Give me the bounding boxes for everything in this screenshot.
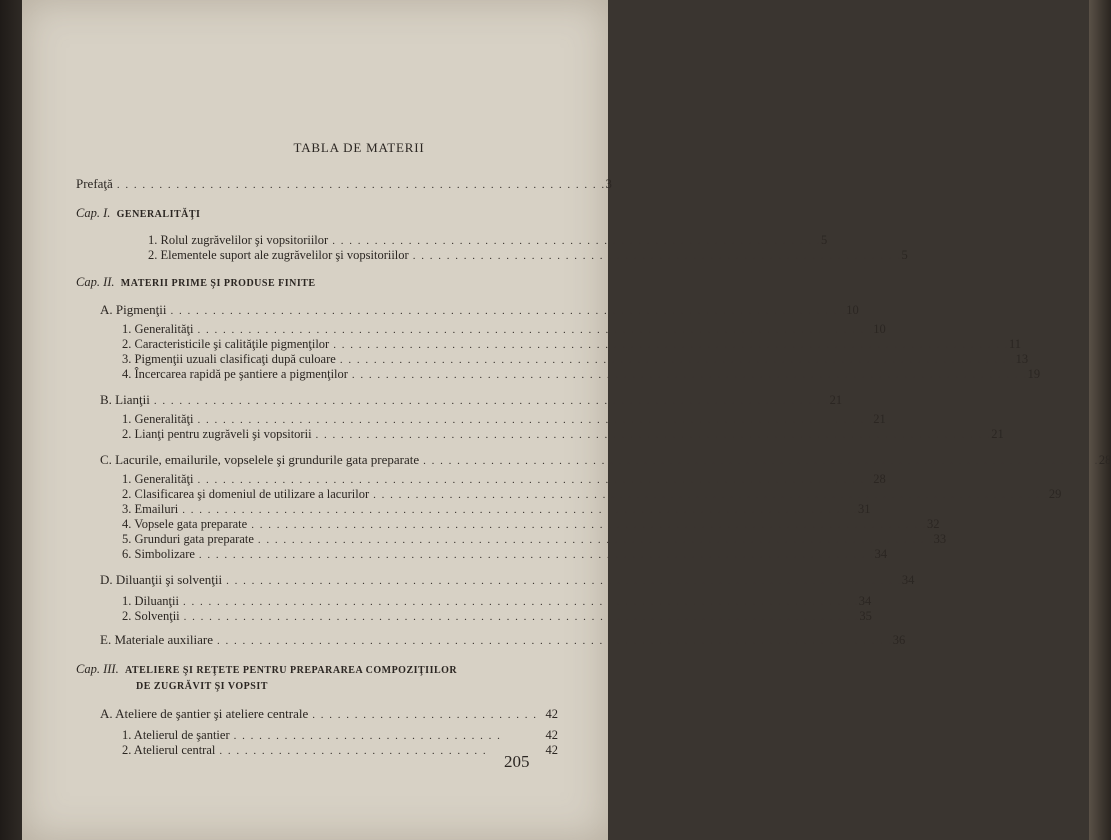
- chapter-number: Cap. III.: [76, 662, 119, 676]
- toc-entry: 2. Clasificarea şi domeniul de utilizare a lacurilor . . . . . . . . . . . . . . . . . . . . . . . . . . . . . . . . . . . . . . . . . . . . . . . . . . . . . . . . . . . . . . . . . . . . . . . . . . . . . . . . 29: [122, 487, 1062, 501]
- dot-leader: . . . . . . . . . . . . . . . . . . . . . . . . . . . . . . . . . . . . . . . . . . . . . . . . . . . . . . . . . . . . . . . . . . . . . . . . . . . . . . . .: [373, 489, 1049, 501]
- toc-entry: 1. Diluanţii . . . . . . . . . . . . . . . . . . . . . . . . . . . . . . . . . . . . . . . . . . . . . . . . . . . . . . . . . . . . . . . . . . . . . . . . . . . . . . . . 34: [122, 594, 872, 608]
- dot-leader: . . . . . . . . . . . . . . . . . . . . . . . . . . . . . . . . . . . . . . . . . . . . . . . . . . . . . . . . . .: [116, 179, 606, 191]
- toc-entry: 1. Atelierul de şantier . . . . . . . . . . . . . . . . . . . . . . . . . . . . . . . . 42: [122, 728, 558, 742]
- dot-leader: . . . . . . . . . . . . . . . . . . . . . . . . . . . . . . . . . . . . . . . . . . . . . . . . . . . . . . . . . . . . . . . . . . . . . . . . . . . . . . . .: [198, 549, 875, 561]
- chapter-number: Cap. II.: [76, 275, 115, 289]
- page-number: 205: [504, 752, 530, 771]
- dot-leader: . . . . . . . . . . . . . . . . . . . . . . . . . . . . . . . . . . . . . . . . . . . . . . . . . . . . . . . . . . . . . . . . . . . . . . . . . . . . . . . .: [182, 504, 858, 516]
- dot-leader: . . . . . . . . . . . . . . . . . . . . . . . . . . . . . . . . . . . . . . . . . . . . . . . . . . . . . . . . . . . . . . . . . . . . . . . . . . . . . . . .: [226, 575, 902, 587]
- book-page: [22, 0, 1111, 840]
- chapter-title: ATELIERE ŞI REŢETE PENTRU PREPARAREA COMPOZIŢIILOR: [124, 665, 458, 676]
- book-spine-shadow: [0, 0, 22, 840]
- section-heading-a: A. Pigmenţii . . . . . . . . . . . . . . . . . . . . . . . . . . . . . . . . . . . . . . . . . . . . . . . . . . . . . . . . . . . . . . . . . . . . . . . . . . . . . . . . 10: [100, 302, 859, 317]
- toc-entry: 1. Generalităţi . . . . . . . . . . . . . . . . . . . . . . . . . . . . . . . . . . . . . . . . . . . . . . . . . . . . . . . . . . . . . . . . . . . . . . . . . . . . . . . . 21: [122, 412, 886, 426]
- section-heading-c: C. Lacurile, emailurile, vopselele şi grundurile gata preparate . . . . . . . . . . . . . . . . . . . . . . . . . . . . . . . . . . . . . . . . . . . . . . . . . . . . . . . . . . . . . . . . . . . . . . . . . . . . . . . . 28: [100, 452, 1111, 467]
- dot-leader: . . . . . . . . . . . . . . . . . . . . . . . . . . . . . . . . . . . . . . . . . . . . . . . . . . . . . . . . . . . . . . . . . . . . . . . . . . . . . . . .: [251, 519, 927, 531]
- dot-leader: . . . . . . . . . . . . . . . . . . . . . . . . . . . . . . . . . . . . . . . . . . . . . . . . . . . . . . . . . . . . . . . . . . . . . . . . . . . . . . . .: [183, 611, 860, 623]
- chapter-number: Cap. I.: [76, 206, 111, 220]
- toc-entry: 3. Emailuri . . . . . . . . . . . . . . . . . . . . . . . . . . . . . . . . . . . . . . . . . . . . . . . . . . . . . . . . . . . . . . . . . . . . . . . . . . . . . . . . 31: [122, 502, 871, 516]
- dot-leader: . . . . . . . . . . . . . . . . . . . . . . . . . . . . . . . . . . . . . . . . . . . . . . . . . . . . . . . . . . . . . . . . . . . . . . . . . . . . . . . .: [423, 455, 1099, 467]
- dot-leader: . . . . . . . . . . . . . . . . . . . . . . . . . . . . . . . . . . . . . . . . . . . . . . . . . . . . . . . . . . . . . . . . . . . . . . . . . . . . . . . .: [257, 534, 934, 546]
- chapter-title: MATERII PRIME ŞI PRODUSE FINITE: [120, 278, 316, 289]
- chapter-heading-3-cont: DE ZUGRĂVIT ŞI VOPSIT: [136, 681, 268, 692]
- dot-leader: . . . . . . . . . . . . . . . . . . . . . . . . . . . . . . . . . . . . . . . . . . . . . . . . . . . . . . . . . . . . . . . . . . . . . . . . . . . . . . . .: [315, 429, 992, 441]
- table-of-contents: [76, 140, 1111, 758]
- toc-page-number: 3: [605, 177, 612, 191]
- toc-entry: 1. Rolul zugrăvelilor şi vopsitoriilor . . . . . . . . . . . . . . . . . . . . . . . . . . . . . . . . . . . . . . . . . . . . . . . . . . . . . . . . . . 5: [148, 233, 828, 247]
- toc-entry: 4. Vopsele gata preparate . . . . . . . . . . . . . . . . . . . . . . . . . . . . . . . . . . . . . . . . . . . . . . . . . . . . . . . . . . . . . . . . . . . . . . . . . . . . . . . . 32: [122, 517, 940, 531]
- dot-leader: . . . . . . . . . . . . . . . . . . . . . . . . . . . . . . . .: [233, 730, 502, 742]
- dot-leader: . . . . . . . . . . . . . . . . . . . . . . . . . . . . . . . . . . . . . . . . . . . . . . . . . . . . . . . . . . . . . . . . . . . . . . . . . . . . . . . .: [351, 369, 1028, 381]
- section-heading-a: A. Ateliere de şantier şi ateliere centrale . . . . . . . . . . . . . . . . . . . . . . . . . . . 42: [100, 706, 558, 721]
- chapter-heading-1: [76, 206, 558, 221]
- toc-entry: 4. Încercarea rapidă pe şantiere a pigmenţilor . . . . . . . . . . . . . . . . . . . . . . . . . . . . . . . . . . . . . . . . . . . . . . . . . . . . . . . . . . . . . . . . . . . . . . . . . . . . . . . . 19: [122, 367, 1041, 381]
- toc-entry: 2. Lianţi pentru zugrăveli şi vopsitorii . . . . . . . . . . . . . . . . . . . . . . . . . . . . . . . . . . . . . . . . . . . . . . . . . . . . . . . . . . . . . . . . . . . . . . . . . . . . . . . . 21: [122, 427, 1004, 441]
- dot-leader: . . . . . . . . . . . . . . . . . . . . . . . . . . . . . . . . . . . . . . . . . . . . . . . . . . . . . . . . . . . . . . . . . . . . . . . . . . . . . . . .: [182, 596, 859, 608]
- toc-entry: 2. Solvenţii . . . . . . . . . . . . . . . . . . . . . . . . . . . . . . . . . . . . . . . . . . . . . . . . . . . . . . . . . . . . . . . . . . . . . . . . . . . . . . . . 35: [122, 609, 872, 623]
- dot-leader: . . . . . . . . . . . . . . . . . . . . . . . . . . . . . . . . . . . . . . . . . . . . . . . . . . . . . . . . . . . . . . . . . . . . . . . . . . . . . . . .: [197, 474, 874, 486]
- toc-entry: 6. Simbolizare . . . . . . . . . . . . . . . . . . . . . . . . . . . . . . . . . . . . . . . . . . . . . . . . . . . . . . . . . . . . . . . . . . . . . . . . . . . . . . . . 34: [122, 547, 888, 561]
- dot-leader: . . . . . . . . . . . . . . . . . . . . . . . . . . . . . . . . . . . . . . . . . . . . . . . . . . . . . . . . . . . . . . . . . . . . . . . . . . . . . . . .: [197, 324, 874, 336]
- section-heading-d: D. Diluanţii şi solvenţii . . . . . . . . . . . . . . . . . . . . . . . . . . . . . . . . . . . . . . . . . . . . . . . . . . . . . . . . . . . . . . . . . . . . . . . . . . . . . . . . 34: [100, 572, 915, 587]
- dot-leader: . . . . . . . . . . . . . . . . . . . . . . . . . . . . . . . . . . . . . . . . . . . . . . . . . . . . . . . . . . . . . . . . . . . . . . . . . . . . . . . .: [339, 354, 1016, 366]
- dot-leader: . . . . . . . . . . . . . . . . . . . . . . . . . . . . . . . . . . . . . . . . . . . . . . . . . . . . . . . . . . . . . . . . . . . . . . . . . . . . . . . .: [197, 414, 874, 426]
- chapter-title: GENERALITĂŢI: [116, 209, 201, 220]
- dot-leader: . . . . . . . . . . . . . . . . . . . . . . . . . . . . . . . . . . . . . . . . . . . . . . . . . . . . . . . . . .: [412, 250, 902, 262]
- toc-entry-prefata: [76, 176, 612, 192]
- toc-entry: 2. Caracteristicile şi calităţile pigmenţilor . . . . . . . . . . . . . . . . . . . . . . . . . . . . . . . . . . . . . . . . . . . . . . . . . . . . . . . . . . . . . . . . . . . . . . . . . . . . . . . . 11: [122, 337, 1022, 351]
- dot-leader: . . . . . . . . . . . . . . . . . . . . . . . . . . . . . . . . . . . . . . . . . . . . . . . . . . . . . . . . . . . . . . . . . . . . . . . . . . . . . . . .: [333, 339, 1009, 351]
- chapter-heading-2: [76, 275, 558, 290]
- chapter-heading-3: [76, 662, 558, 678]
- toc-entry: 3. Pigmenţii uzuali clasificaţi după culoare . . . . . . . . . . . . . . . . . . . . . . . . . . . . . . . . . . . . . . . . . . . . . . . . . . . . . . . . . . . . . . . . . . . . . . . . . . . . . . . . 13: [122, 352, 1029, 366]
- dot-leader: . . . . . . . . . . . . . . . . . . . . . . . . . . . . . . . . . . . . . . . . . . . . . . . . . . . . . . . . . . . . . . . . . . . . . . . . . . . . . . . .: [216, 635, 893, 647]
- dot-leader: . . . . . . . . . . . . . . . . . . . . . . . . . . . . . . . . . . . . . . . . . . . . . . . . . . . . . . . . . . . . . . . . . . . . . . . . . . . . . . . .: [170, 305, 847, 317]
- toc-entry-label: Prefaţă: [76, 176, 113, 191]
- dot-leader: . . . . . . . . . . . . . . . . . . . . . . . . . . . . . . . .: [219, 745, 488, 757]
- toc-entry: 1. Generalităţi . . . . . . . . . . . . . . . . . . . . . . . . . . . . . . . . . . . . . . . . . . . . . . . . . . . . . . . . . . . . . . . . . . . . . . . . . . . . . . . . 28: [122, 472, 886, 486]
- toc-entry: 1. Generalităţi . . . . . . . . . . . . . . . . . . . . . . . . . . . . . . . . . . . . . . . . . . . . . . . . . . . . . . . . . . . . . . . . . . . . . . . . . . . . . . . . 10: [122, 322, 886, 336]
- page-edge-shadow: [1089, 0, 1111, 840]
- toc-entry: 2. Elementele suport ale zugrăvelilor şi vopsitoriilor . . . . . . . . . . . . . . . . . . . . . . . . . . . . . . . . . . . . . . . . . . . . . . . . . . . . . . . . . . 5: [148, 248, 908, 262]
- toc-title: TABLA DE MATERII: [293, 140, 425, 155]
- toc-entry: 5. Grunduri gata preparate . . . . . . . . . . . . . . . . . . . . . . . . . . . . . . . . . . . . . . . . . . . . . . . . . . . . . . . . . . . . . . . . . . . . . . . . . . . . . . . . 33: [122, 532, 947, 546]
- dot-leader: . . . . . . . . . . . . . . . . . . . . . . . . . . . . . . . . . . . . . . . . . . . . . . . . . . . . . . . . . .: [332, 235, 821, 247]
- section-heading-b: B. Lianţii . . . . . . . . . . . . . . . . . . . . . . . . . . . . . . . . . . . . . . . . . . . . . . . . . . . . . . . . . . . . . . . . . . . . . . . . . . . . . . . . 21: [100, 392, 843, 407]
- dot-leader: . . . . . . . . . . . . . . . . . . . . . . . . . . .: [312, 709, 538, 721]
- toc-entry: 2. Atelierul central . . . . . . . . . . . . . . . . . . . . . . . . . . . . . . . . 42: [122, 743, 558, 757]
- dot-leader: . . . . . . . . . . . . . . . . . . . . . . . . . . . . . . . . . . . . . . . . . . . . . . . . . . . . . . . . . . . . . . . . . . . . . . . . . . . . . . . .: [153, 395, 830, 407]
- section-heading-e: E. Materiale auxiliare . . . . . . . . . . . . . . . . . . . . . . . . . . . . . . . . . . . . . . . . . . . . . . . . . . . . . . . . . . . . . . . . . . . . . . . . . . . . . . . . 36: [100, 632, 906, 647]
